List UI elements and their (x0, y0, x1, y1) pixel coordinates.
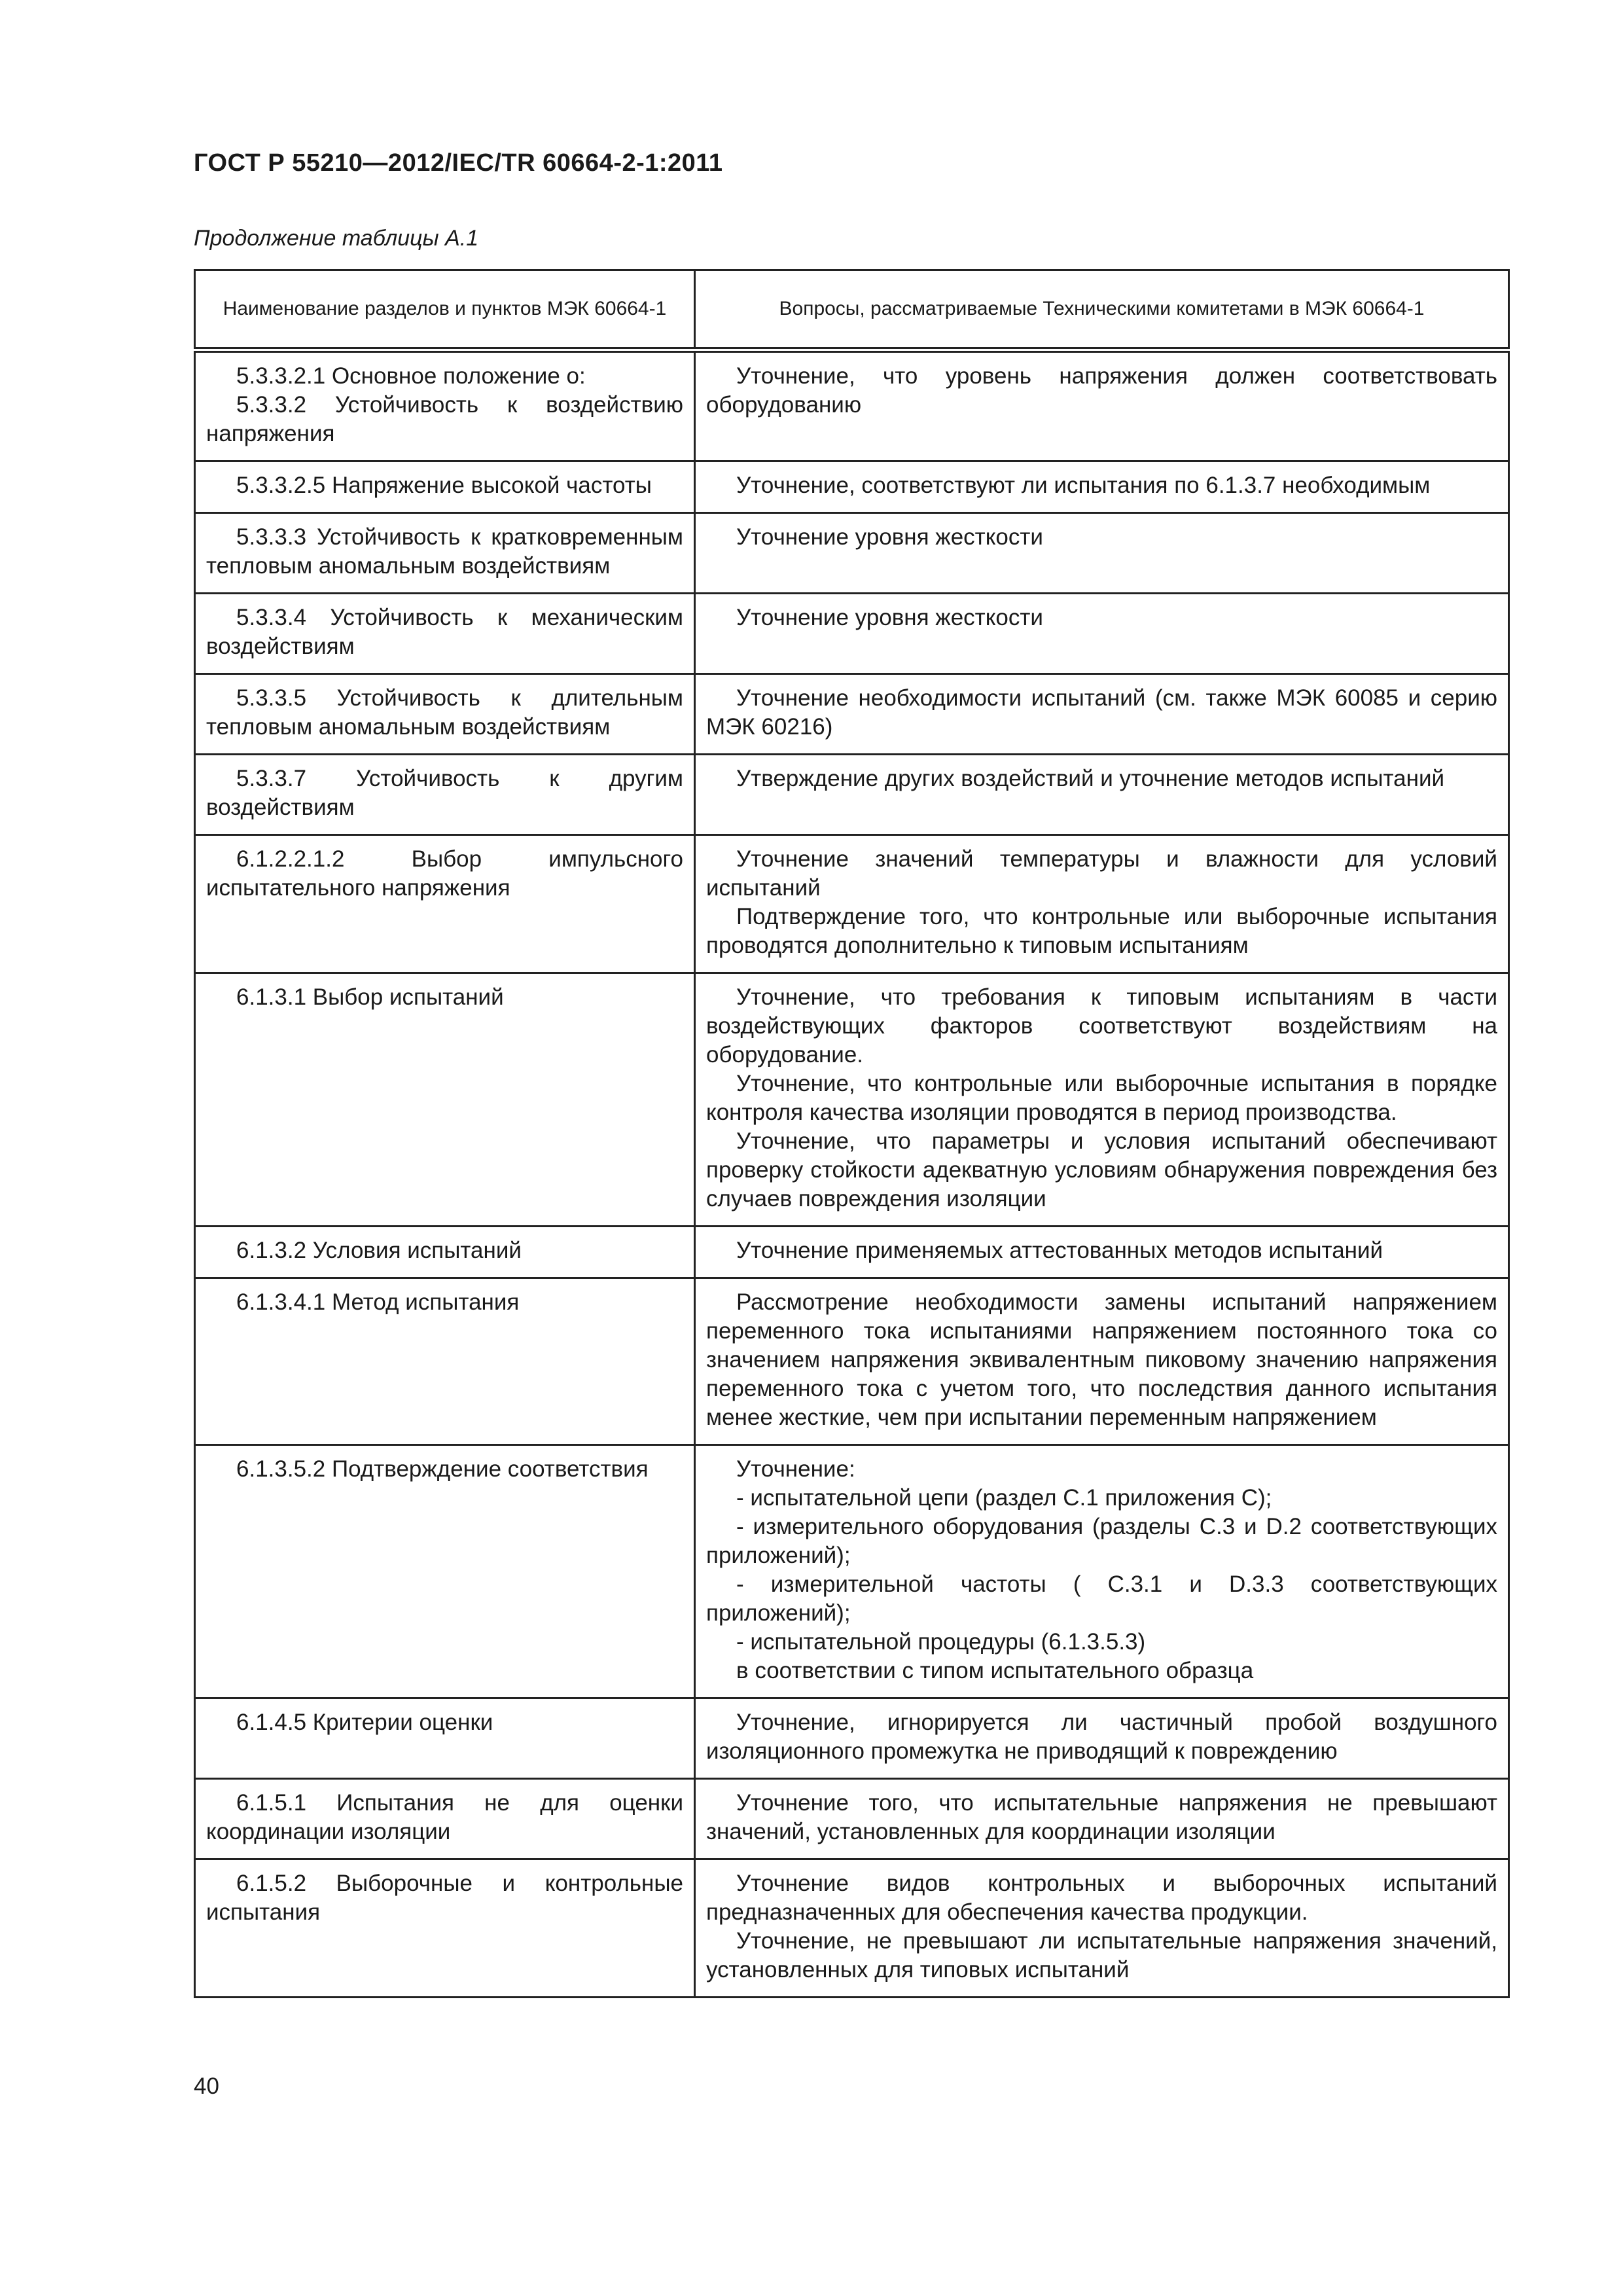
question-text: Уточнение необходимости испытаний (см. также МЭК 60085 и серию МЭК 60216) (706, 685, 1497, 740)
table-row (195, 1445, 1509, 1698)
questions-cell (695, 755, 1509, 835)
question-text: в соответствии с типом испытательного образца (736, 1658, 1254, 1683)
table-row (195, 461, 1509, 513)
section-text: 6.1.2.2.1.2 Выбор импульсного испытательного напряжения (206, 846, 683, 901)
question-text: Подтверждение того, что контрольные или выборочные испытания проводятся дополнительно к типовым испытаниям (706, 904, 1497, 958)
section-text: 5.3.3.2.1 Основное положение о: (236, 363, 586, 389)
section-cell (195, 1859, 695, 1998)
questions-cell (695, 835, 1509, 973)
section-cell (195, 513, 695, 594)
table-row (195, 594, 1509, 674)
section-cell (195, 674, 695, 755)
section-text: 5.3.3.2 Устойчивость к воздействию напряжения (206, 392, 683, 446)
questions-cell (695, 674, 1509, 755)
section-text: 5.3.3.5 Устойчивость к длительным тепловым аномальным воздействиям (206, 685, 683, 740)
section-cell (195, 350, 695, 461)
questions-cell (695, 1779, 1509, 1859)
question-text: Уточнение, не превышают ли испытательные напряжения значений, установленных для типовых испытаний (706, 1928, 1497, 1982)
question-text: Рассмотрение необходимости замены испытаний напряжением переменного тока испытаниями напряжением постоянного тока со значением напряжения эквивалентным пиковому значению напряжения переменного тока с учетом того, что последствия данного испытания менее жесткие, чем при испытании переменным напряжением (706, 1289, 1497, 1430)
column-header-sections: Наименование разделов и пунктов МЭК 60664-1 (195, 270, 695, 350)
question-text: Уточнение, игнорируется ли частичный пробой воздушного изоляционного промежутка не приводящий к повреждению (706, 1710, 1497, 1764)
section-text: 5.3.3.3 Устойчивость к кратковременным тепловым аномальным воздействиям (206, 524, 683, 579)
section-text: 6.1.4.5 Критерии оценки (236, 1710, 493, 1735)
question-text: Уточнение уровня жесткости (736, 524, 1043, 550)
question-text: - измерительного оборудования (разделы С.3 и D.2 соответствующих приложений); (706, 1514, 1497, 1568)
section-cell (195, 755, 695, 835)
section-cell (195, 1779, 695, 1859)
question-text: Уточнение, что уровень напряжения должен соответствовать оборудованию (706, 363, 1497, 418)
section-text: 6.1.3.1 Выбор испытаний (236, 984, 504, 1010)
table-row (195, 1779, 1509, 1859)
question-text: Уточнение значений температуры и влажности для условий испытаний (706, 846, 1497, 901)
question-text: Утверждение других воздействий и уточнение методов испытаний (736, 766, 1445, 791)
table-row (195, 755, 1509, 835)
question-text: Уточнение, соответствуют ли испытания по 6.1.3.7 необходимым (736, 473, 1431, 498)
column-header-questions: Вопросы, рассматриваемые Техническими комитетами в МЭК 60664-1 (695, 270, 1509, 350)
question-text: Уточнение, что контрольные или выборочные испытания в порядке контроля качества изоляции проводятся в период производства. (706, 1071, 1497, 1125)
question-text: Уточнение того, что испытательные напряжения не превышают значений, установленных для координации изоляции (706, 1790, 1497, 1844)
page-number: 40 (194, 2073, 219, 2099)
section-cell (195, 973, 695, 1227)
table-row (195, 1227, 1509, 1278)
section-cell (195, 1445, 695, 1698)
document-standard-header: ГОСТ Р 55210—2012/IEC/TR 60664-2-1:2011 (194, 149, 723, 177)
table-row (195, 1698, 1509, 1779)
question-text: Уточнение применяемых аттестованных методов испытаний (736, 1238, 1383, 1263)
section-text: 6.1.3.4.1 Метод испытания (236, 1289, 520, 1315)
questions-cell (695, 1227, 1509, 1278)
section-text: 6.1.3.2 Условия испытаний (236, 1238, 522, 1263)
section-text: 5.3.3.4 Устойчивость к механическим воздействиям (206, 605, 683, 659)
table-body (195, 350, 1509, 1998)
questions-cell (695, 350, 1509, 461)
question-text: - испытательной процедуры (6.1.3.5.3) (736, 1629, 1146, 1655)
table-header-row (195, 270, 1509, 350)
question-text: Уточнение, что требования к типовым испытаниям в части воздействующих факторов соответствуют воздействиям на оборудование. (706, 984, 1497, 1067)
requirements-table (194, 269, 1510, 1998)
section-text: 5.3.3.2.5 Напряжение высокой частоты (236, 473, 652, 498)
table-row (195, 973, 1509, 1227)
questions-cell (695, 1445, 1509, 1698)
table-row (195, 513, 1509, 594)
questions-cell (695, 1859, 1509, 1998)
section-cell (195, 461, 695, 513)
question-text: Уточнение, что параметры и условия испытаний обеспечивают проверку стойкости адекватную условиям обнаружения повреждения без случаев повреждения изоляции (706, 1128, 1497, 1211)
questions-cell (695, 461, 1509, 513)
section-cell (195, 835, 695, 973)
table-row (195, 674, 1509, 755)
question-text: - измерительной частоты ( С.3.1 и D.3.3 соответствующих приложений); (706, 1571, 1497, 1626)
table-row (195, 1278, 1509, 1445)
question-text: Уточнение: (736, 1456, 855, 1482)
section-cell (195, 1278, 695, 1445)
section-text: 6.1.3.5.2 Подтверждение соответствия (236, 1456, 649, 1482)
question-text: Уточнение видов контрольных и выборочных испытаний предназначенных для обеспечения качества продукции. (706, 1871, 1497, 1925)
question-text: Уточнение уровня жесткости (736, 605, 1043, 630)
question-text: - испытательной цепи (раздел С.1 приложения С); (736, 1485, 1272, 1511)
questions-cell (695, 594, 1509, 674)
table-row (195, 350, 1509, 461)
section-text: 5.3.3.7 Устойчивость к другим воздействиям (206, 766, 683, 820)
questions-cell (695, 1698, 1509, 1779)
section-cell (195, 1698, 695, 1779)
section-cell (195, 1227, 695, 1278)
questions-cell (695, 973, 1509, 1227)
questions-cell (695, 1278, 1509, 1445)
section-text: 6.1.5.2 Выборочные и контрольные испытания (206, 1871, 683, 1925)
table-row (195, 1859, 1509, 1998)
table-row (195, 835, 1509, 973)
table-caption: Продолжение таблицы А.1 (194, 226, 479, 251)
questions-cell (695, 513, 1509, 594)
section-text: 6.1.5.1 Испытания не для оценки координации изоляции (206, 1790, 683, 1844)
section-cell (195, 594, 695, 674)
